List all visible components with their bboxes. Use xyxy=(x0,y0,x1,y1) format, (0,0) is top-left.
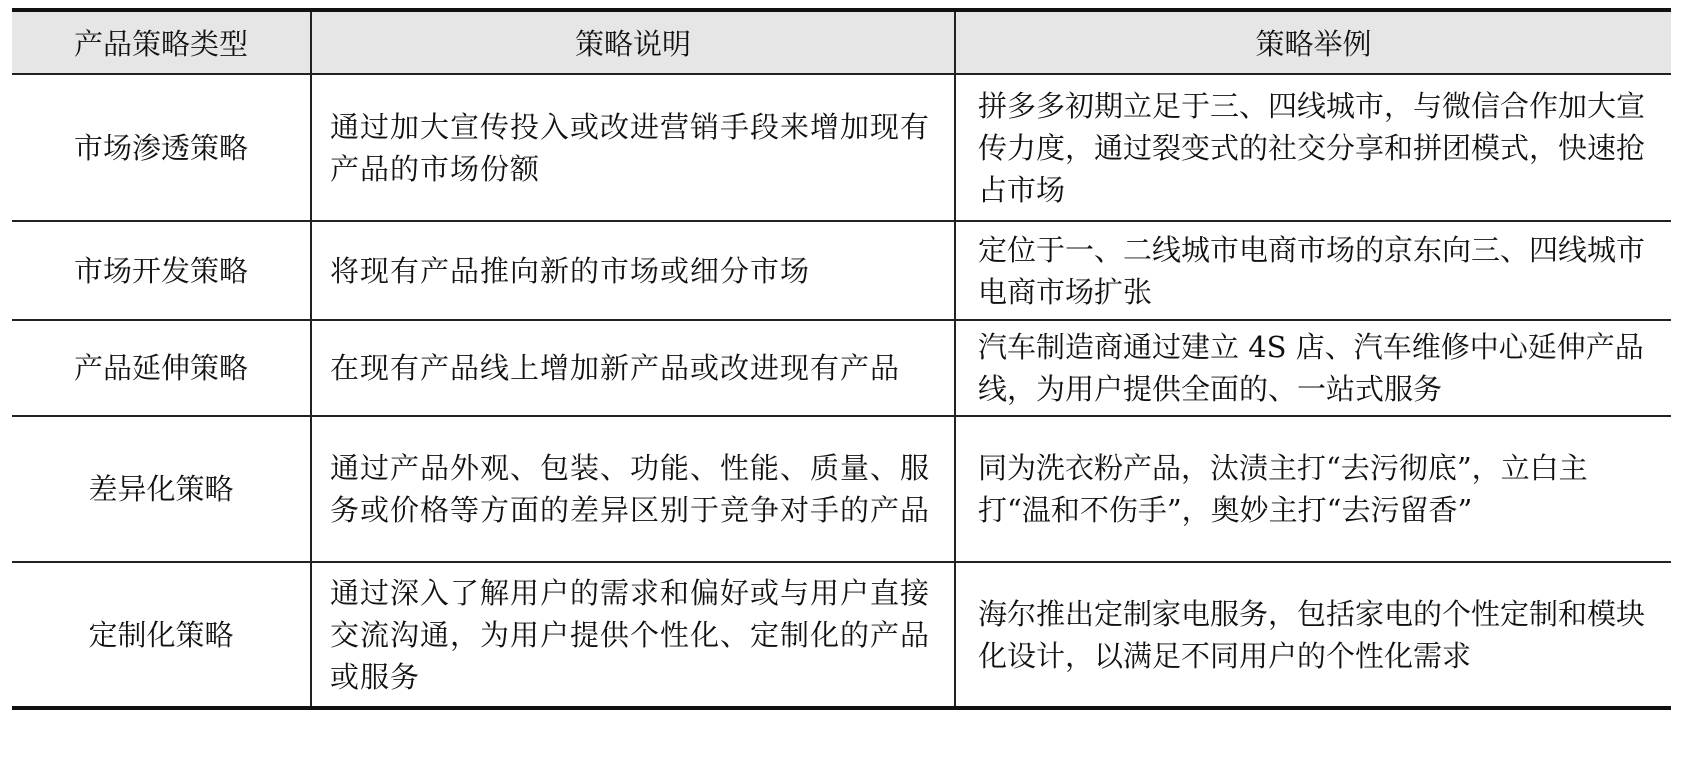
strategy-example-cell: 同为洗衣粉产品，汰渍主打“去污彻底”，立白主打“温和不伤手”，奥妙主打“去污留香” xyxy=(955,416,1671,562)
table-row xyxy=(12,320,1671,416)
strategy-description-cell: 通过加大宣传投入或改进营销手段来增加现有产品的市场份额 xyxy=(311,74,955,221)
table-row xyxy=(12,562,1671,708)
strategy-table-container xyxy=(12,8,1671,710)
strategy-type-cell: 差异化策略 xyxy=(12,416,311,562)
header-strategy-description: 策略说明 xyxy=(311,10,955,74)
strategy-type-cell: 定制化策略 xyxy=(12,562,311,708)
strategy-type-cell: 市场开发策略 xyxy=(12,221,311,320)
strategy-type-cell: 产品延伸策略 xyxy=(12,320,311,416)
table-row xyxy=(12,416,1671,562)
table-header-row xyxy=(12,10,1671,74)
strategy-description-cell: 通过产品外观、包装、功能、性能、质量、服务或价格等方面的差异区别于竞争对手的产品 xyxy=(311,416,955,562)
strategy-example-cell: 汽车制造商通过建立 4S 店、汽车维修中心延伸产品线，为用户提供全面的、一站式服务 xyxy=(955,320,1671,416)
table-row xyxy=(12,74,1671,221)
strategy-example-cell: 拼多多初期立足于三、四线城市，与微信合作加大宣传力度，通过裂变式的社交分享和拼团模式，快速抢占市场 xyxy=(955,74,1671,221)
product-strategy-table xyxy=(12,8,1671,710)
header-strategy-type: 产品策略类型 xyxy=(12,10,311,74)
strategy-example-cell: 海尔推出定制家电服务，包括家电的个性定制和模块化设计，以满足不同用户的个性化需求 xyxy=(955,562,1671,708)
strategy-type-cell: 市场渗透策略 xyxy=(12,74,311,221)
table-row xyxy=(12,221,1671,320)
strategy-description-cell: 通过深入了解用户的需求和偏好或与用户直接交流沟通，为用户提供个性化、定制化的产品或服务 xyxy=(311,562,955,708)
strategy-example-cell: 定位于一、二线城市电商市场的京东向三、四线城市电商市场扩张 xyxy=(955,221,1671,320)
strategy-description-cell: 在现有产品线上增加新产品或改进现有产品 xyxy=(311,320,955,416)
strategy-description-cell: 将现有产品推向新的市场或细分市场 xyxy=(311,221,955,320)
header-strategy-example: 策略举例 xyxy=(955,10,1671,74)
